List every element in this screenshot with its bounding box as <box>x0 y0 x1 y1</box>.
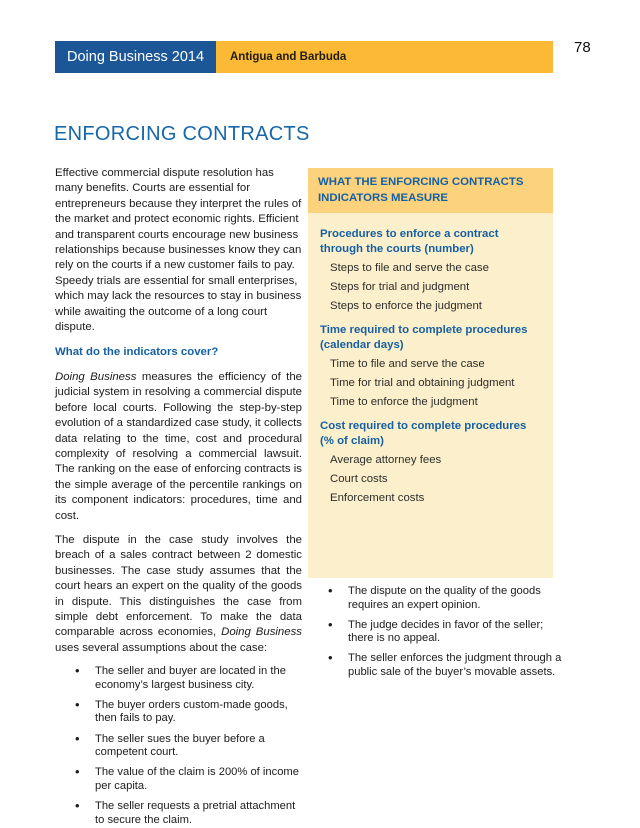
sidebar-section-heading: Procedures to enforce a contract through the courts (number) <box>320 228 499 255</box>
intro-paragraph: Effective commercial dispute resolution has many benefits. Courts are essential for entrepreneurs because they interpret the rules of the market and protect economic rights. Efficient and transparent courts encourage new business relationships because businesses know they can rely on the courts if a new customer fails to pay. Speedy trials are essential for small enterprises, which may lack the resources to stay in business while awaiting the outcome of a long court dispute. <box>55 167 302 334</box>
case-assumptions-list <box>55 665 302 827</box>
page-title: ENFORCING CONTRACTS <box>54 123 310 145</box>
sidebar-item: Time to enforce the judgment <box>330 396 478 408</box>
case-assumptions-list-continued <box>308 585 562 680</box>
measures-paragraph: Doing Business measures the efficiency of the judicial system in resolving a commercial dispute before local courts. Following the step-by-step evolution of a standardized case study, it collects data relating to the time, cost and procedural complexity of resolving a commercial lawsuit. The ranking on the ease of enforcing contracts is the simple average of the percentile rankings on its component indicators: procedures, time and cost. <box>55 370 302 522</box>
sidebar-item: Enforcement costs <box>330 492 425 504</box>
sidebar-section-heading: Cost required to complete procedures (% of claim) <box>320 420 527 447</box>
list-item: • The dispute on the quality of the goods requires an expert opinion. <box>308 585 562 612</box>
sidebar-item: Steps to file and serve the case <box>330 262 489 274</box>
right-column-bullets <box>308 585 562 686</box>
dispute-paragraph: The dispute in the case study involves the breach of a sales contract between 2 domestic businesses. The case study assumes that the court hears an expert on the quality of the goods in dispute. This distinguishes the case from simple debt enforcement. To make the data comparable across economies, Doing Business uses several assumptions about the case: <box>55 533 302 654</box>
list-item: • The judge decides in favor of the seller; there is no appeal. <box>308 619 562 646</box>
banner-brand <box>55 41 216 73</box>
list-item: • The seller requests a pretrial attachment to secure the claim. <box>55 800 302 827</box>
list-item: • The buyer orders custom-made goods, then fails to pay. <box>55 699 302 726</box>
list-item: • The seller enforces the judgment through a public sale of the buyer’s movable assets. <box>308 652 562 679</box>
indicators-measure-box-body <box>308 213 553 505</box>
list-item: • The seller and buyer are located in the economy’s largest business city. <box>55 665 302 692</box>
banner-country-label: Antigua and Barbuda <box>230 51 347 63</box>
banner-brand-label: Doing Business 2014 <box>67 49 205 65</box>
sidebar-item: Court costs <box>330 473 388 485</box>
list-item: • The seller sues the buyer before a competent court. <box>55 733 302 760</box>
sidebar-item: Steps for trial and judgment <box>330 281 470 293</box>
sidebar-section-time <box>320 323 543 409</box>
indicators-measure-box <box>308 168 553 578</box>
list-item: • The value of the claim is 200% of income per capita. <box>55 766 302 793</box>
left-column <box>55 166 302 828</box>
sidebar-item: Time for trial and obtaining judgment <box>330 377 515 389</box>
sidebar-section-cost <box>320 419 543 505</box>
sidebar-section-heading: Time required to complete procedures (calendar days) <box>320 324 528 351</box>
indicators-cover-subheading: What do the indicators cover? <box>55 346 219 359</box>
banner-country <box>216 41 553 73</box>
page-number: 78 <box>574 39 591 56</box>
sidebar-section-procedures <box>320 227 543 313</box>
sidebar-item: Steps to enforce the judgment <box>330 300 482 312</box>
sidebar-item: Average attorney fees <box>330 454 442 466</box>
sidebar-item: Time to file and serve the case <box>330 358 485 370</box>
indicators-measure-box-header: WHAT THE ENFORCING CONTRACTS INDICATORS MEASURE <box>308 168 553 213</box>
